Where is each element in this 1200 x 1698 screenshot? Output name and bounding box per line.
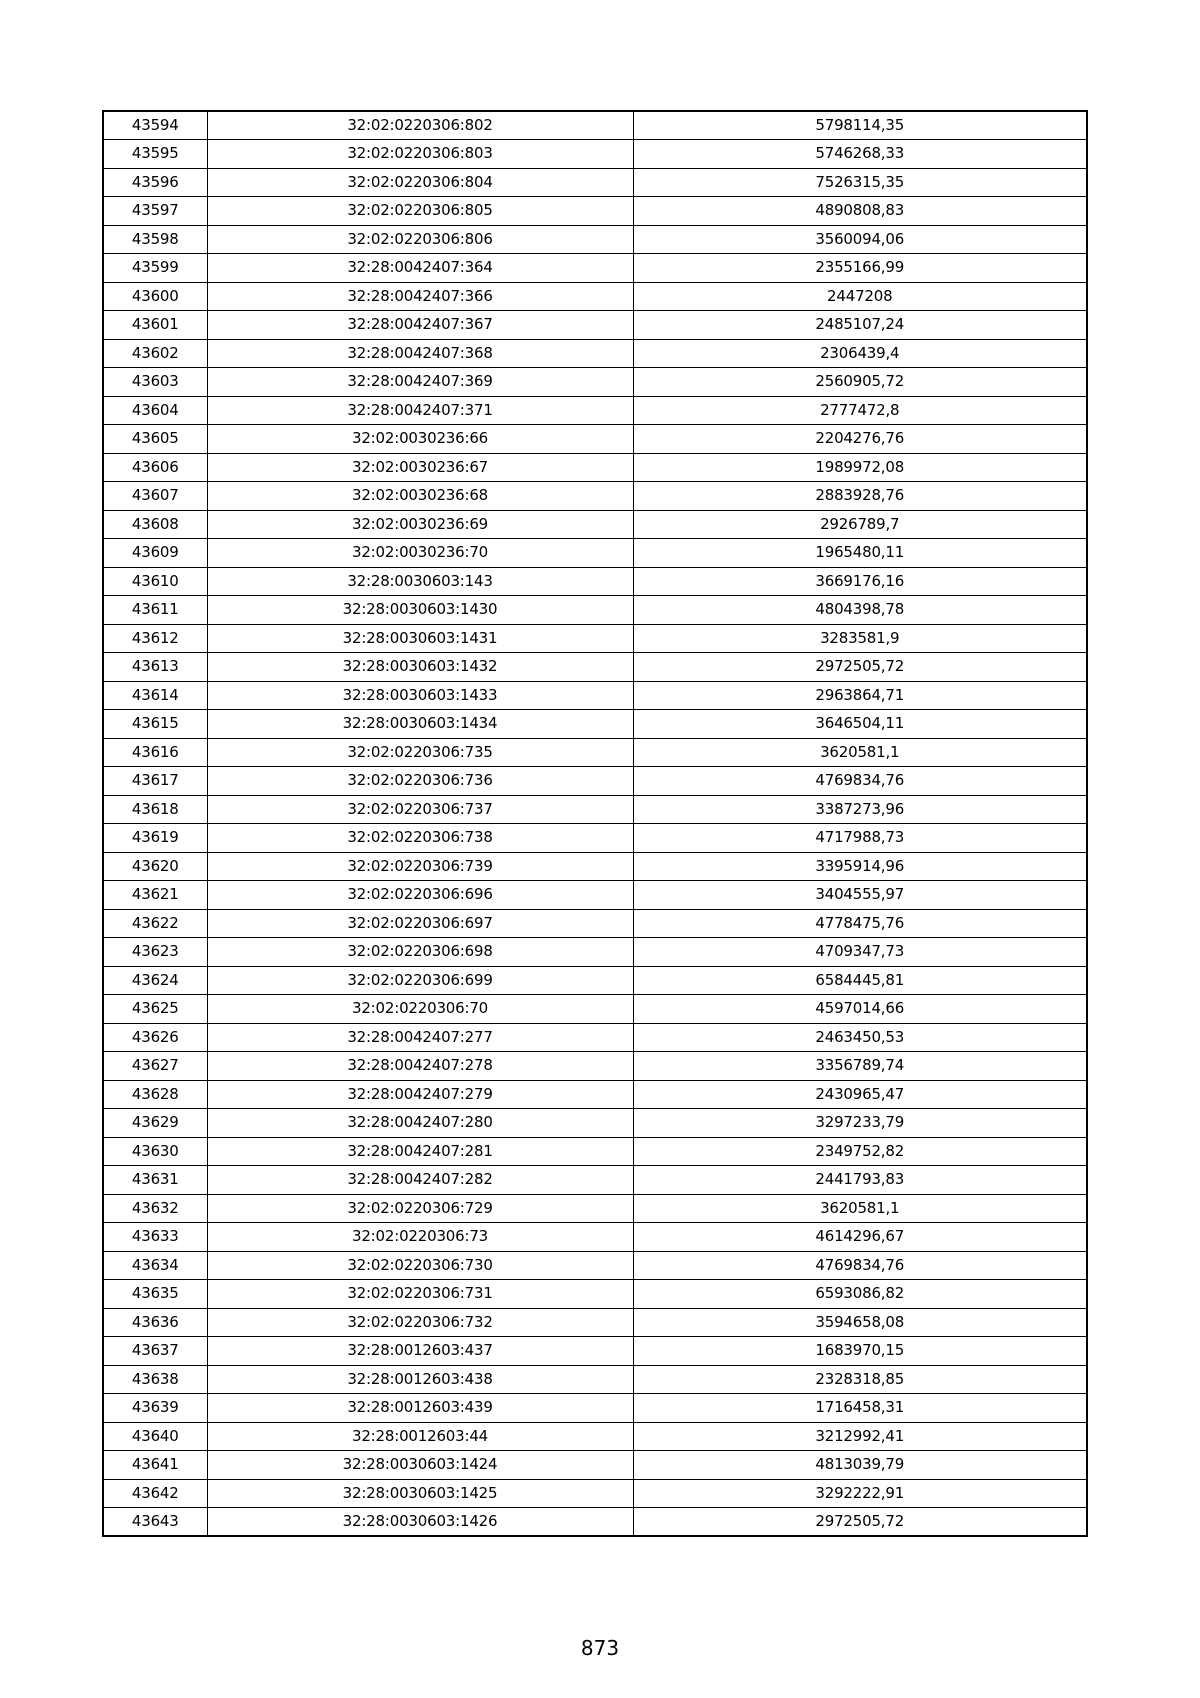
table-row (103, 795, 1087, 824)
row-number-cell: 43602 (103, 339, 207, 368)
table-row (103, 653, 1087, 682)
table-row (103, 1422, 1087, 1451)
row-number-cell: 43601 (103, 311, 207, 340)
cadastral-value-cell: 4614296,67 (633, 1223, 1087, 1252)
cadastral-number-cell: 32:28:0030603:1430 (207, 596, 633, 625)
table-row (103, 881, 1087, 910)
cadastral-number-cell: 32:28:0030603:1431 (207, 624, 633, 653)
table-row (103, 852, 1087, 881)
cadastral-number-cell: 32:28:0012603:44 (207, 1422, 633, 1451)
table-row (103, 1052, 1087, 1081)
row-number-cell: 43642 (103, 1479, 207, 1508)
table-row (103, 311, 1087, 340)
cadastral-value-cell: 3283581,9 (633, 624, 1087, 653)
row-number-cell: 43596 (103, 168, 207, 197)
table-row (103, 681, 1087, 710)
row-number-cell: 43599 (103, 254, 207, 283)
table-row (103, 1451, 1087, 1480)
row-number-cell: 43630 (103, 1137, 207, 1166)
cadastral-number-cell: 32:28:0030603:1432 (207, 653, 633, 682)
cadastral-value-cell: 4597014,66 (633, 995, 1087, 1024)
table-row (103, 168, 1087, 197)
cadastral-value-cell: 2485107,24 (633, 311, 1087, 340)
cadastral-value-cell: 4709347,73 (633, 938, 1087, 967)
row-number-cell: 43621 (103, 881, 207, 910)
row-number-cell: 43638 (103, 1365, 207, 1394)
cadastral-value-cell: 2306439,4 (633, 339, 1087, 368)
cadastral-value-cell: 2447208 (633, 282, 1087, 311)
row-number-cell: 43607 (103, 482, 207, 511)
cadastral-value-table (102, 110, 1088, 1537)
cadastral-value-cell: 6584445,81 (633, 966, 1087, 995)
cadastral-number-cell: 32:02:0220306:731 (207, 1280, 633, 1309)
cadastral-number-cell: 32:02:0220306:735 (207, 738, 633, 767)
row-number-cell: 43629 (103, 1109, 207, 1138)
cadastral-number-cell: 32:02:0220306:73 (207, 1223, 633, 1252)
table-row (103, 368, 1087, 397)
cadastral-value-cell: 2777472,8 (633, 396, 1087, 425)
page-number: 873 (580, 1636, 620, 1660)
table-row (103, 1337, 1087, 1366)
row-number-cell: 43632 (103, 1194, 207, 1223)
cadastral-number-cell: 32:28:0030603:1425 (207, 1479, 633, 1508)
cadastral-value-cell: 2349752,82 (633, 1137, 1087, 1166)
cadastral-number-cell: 32:02:0220306:802 (207, 111, 633, 140)
table-row (103, 966, 1087, 995)
row-number-cell: 43627 (103, 1052, 207, 1081)
cadastral-value-cell: 3395914,96 (633, 852, 1087, 881)
row-number-cell: 43641 (103, 1451, 207, 1480)
table-row (103, 197, 1087, 226)
row-number-cell: 43614 (103, 681, 207, 710)
table-row (103, 425, 1087, 454)
cadastral-value-cell: 2972505,72 (633, 653, 1087, 682)
cadastral-value-cell: 1965480,11 (633, 539, 1087, 568)
row-number-cell: 43643 (103, 1508, 207, 1537)
table-row (103, 453, 1087, 482)
row-number-cell: 43604 (103, 396, 207, 425)
table-row (103, 482, 1087, 511)
table-row (103, 282, 1087, 311)
cadastral-number-cell: 32:02:0030236:70 (207, 539, 633, 568)
table-row (103, 824, 1087, 853)
cadastral-value-cell: 4769834,76 (633, 767, 1087, 796)
row-number-cell: 43595 (103, 140, 207, 169)
table-row (103, 995, 1087, 1024)
cadastral-value-cell: 5746268,33 (633, 140, 1087, 169)
table-row (103, 1194, 1087, 1223)
row-number-cell: 43617 (103, 767, 207, 796)
row-number-cell: 43613 (103, 653, 207, 682)
cadastral-value-cell: 4778475,76 (633, 909, 1087, 938)
cadastral-value-cell: 2355166,99 (633, 254, 1087, 283)
row-number-cell: 43608 (103, 510, 207, 539)
row-number-cell: 43622 (103, 909, 207, 938)
cadastral-number-cell: 32:02:0220306:730 (207, 1251, 633, 1280)
table-row (103, 111, 1087, 140)
cadastral-number-cell: 32:02:0220306:739 (207, 852, 633, 881)
cadastral-value-cell: 3669176,16 (633, 567, 1087, 596)
row-number-cell: 43600 (103, 282, 207, 311)
cadastral-number-cell: 32:02:0220306:738 (207, 824, 633, 853)
cadastral-value-cell: 6593086,82 (633, 1280, 1087, 1309)
row-number-cell: 43605 (103, 425, 207, 454)
cadastral-number-cell: 32:28:0030603:1424 (207, 1451, 633, 1480)
cadastral-number-cell: 32:28:0042407:367 (207, 311, 633, 340)
table-row (103, 1023, 1087, 1052)
cadastral-number-cell: 32:28:0042407:278 (207, 1052, 633, 1081)
table-row (103, 1137, 1087, 1166)
table-row (103, 1223, 1087, 1252)
cadastral-value-cell: 2204276,76 (633, 425, 1087, 454)
cadastral-value-cell: 3292222,91 (633, 1479, 1087, 1508)
cadastral-value-cell: 3594658,08 (633, 1308, 1087, 1337)
cadastral-number-cell: 32:28:0042407:364 (207, 254, 633, 283)
table-row (103, 1479, 1087, 1508)
table-row (103, 1308, 1087, 1337)
cadastral-value-cell: 5798114,35 (633, 111, 1087, 140)
table-row (103, 225, 1087, 254)
table-row (103, 1508, 1087, 1537)
row-number-cell: 43620 (103, 852, 207, 881)
table-row (103, 938, 1087, 967)
cadastral-number-cell: 32:02:0220306:697 (207, 909, 633, 938)
cadastral-number-cell: 32:02:0220306:736 (207, 767, 633, 796)
cadastral-number-cell: 32:02:0220306:805 (207, 197, 633, 226)
table-row (103, 339, 1087, 368)
cadastral-number-cell: 32:28:0042407:281 (207, 1137, 633, 1166)
cadastral-number-cell: 32:28:0030603:143 (207, 567, 633, 596)
cadastral-number-cell: 32:02:0030236:67 (207, 453, 633, 482)
cadastral-number-cell: 32:02:0220306:729 (207, 1194, 633, 1223)
row-number-cell: 43633 (103, 1223, 207, 1252)
row-number-cell: 43635 (103, 1280, 207, 1309)
cadastral-number-cell: 32:02:0220306:70 (207, 995, 633, 1024)
row-number-cell: 43611 (103, 596, 207, 625)
cadastral-number-cell: 32:02:0220306:699 (207, 966, 633, 995)
row-number-cell: 43598 (103, 225, 207, 254)
cadastral-value-cell: 7526315,35 (633, 168, 1087, 197)
cadastral-number-cell: 32:28:0030603:1426 (207, 1508, 633, 1537)
cadastral-value-cell: 2926789,7 (633, 510, 1087, 539)
cadastral-number-cell: 32:28:0042407:369 (207, 368, 633, 397)
table-row (103, 567, 1087, 596)
row-number-cell: 43625 (103, 995, 207, 1024)
cadastral-number-cell: 32:02:0220306:696 (207, 881, 633, 910)
cadastral-number-cell: 32:28:0042407:371 (207, 396, 633, 425)
row-number-cell: 43619 (103, 824, 207, 853)
cadastral-value-cell: 2430965,47 (633, 1080, 1087, 1109)
row-number-cell: 43594 (103, 111, 207, 140)
cadastral-value-cell: 3356789,74 (633, 1052, 1087, 1081)
cadastral-value-cell: 3404555,97 (633, 881, 1087, 910)
cadastral-value-cell: 4813039,79 (633, 1451, 1087, 1480)
cadastral-value-cell: 1989972,08 (633, 453, 1087, 482)
cadastral-number-cell: 32:28:0030603:1433 (207, 681, 633, 710)
row-number-cell: 43640 (103, 1422, 207, 1451)
table-row (103, 710, 1087, 739)
table-row (103, 539, 1087, 568)
table-row (103, 1080, 1087, 1109)
cadastral-value-cell: 2972505,72 (633, 1508, 1087, 1537)
cadastral-number-cell: 32:28:0012603:439 (207, 1394, 633, 1423)
cadastral-number-cell: 32:28:0042407:279 (207, 1080, 633, 1109)
cadastral-number-cell: 32:28:0042407:282 (207, 1166, 633, 1195)
table-row (103, 738, 1087, 767)
cadastral-value-cell: 4717988,73 (633, 824, 1087, 853)
row-number-cell: 43634 (103, 1251, 207, 1280)
row-number-cell: 43639 (103, 1394, 207, 1423)
cadastral-number-cell: 32:02:0220306:698 (207, 938, 633, 967)
table-row (103, 767, 1087, 796)
table-row (103, 396, 1087, 425)
cadastral-value-cell: 4769834,76 (633, 1251, 1087, 1280)
cadastral-value-cell: 2463450,53 (633, 1023, 1087, 1052)
row-number-cell: 43616 (103, 738, 207, 767)
row-number-cell: 43615 (103, 710, 207, 739)
row-number-cell: 43618 (103, 795, 207, 824)
row-number-cell: 43603 (103, 368, 207, 397)
row-number-cell: 43597 (103, 197, 207, 226)
cadastral-number-cell: 32:28:0012603:438 (207, 1365, 633, 1394)
table-row (103, 1365, 1087, 1394)
table-row (103, 624, 1087, 653)
cadastral-value-cell: 3646504,11 (633, 710, 1087, 739)
cadastral-value-cell: 1716458,31 (633, 1394, 1087, 1423)
row-number-cell: 43612 (103, 624, 207, 653)
row-number-cell: 43637 (103, 1337, 207, 1366)
row-number-cell: 43610 (103, 567, 207, 596)
cadastral-number-cell: 32:02:0220306:737 (207, 795, 633, 824)
cadastral-value-cell: 3560094,06 (633, 225, 1087, 254)
table-row (103, 1166, 1087, 1195)
table-row (103, 254, 1087, 283)
row-number-cell: 43624 (103, 966, 207, 995)
row-number-cell: 43636 (103, 1308, 207, 1337)
table-row (103, 140, 1087, 169)
table-row (103, 510, 1087, 539)
cadastral-number-cell: 32:02:0220306:732 (207, 1308, 633, 1337)
table-row (103, 1280, 1087, 1309)
cadastral-value-cell: 2560905,72 (633, 368, 1087, 397)
cadastral-value-cell: 2883928,76 (633, 482, 1087, 511)
row-number-cell: 43609 (103, 539, 207, 568)
row-number-cell: 43626 (103, 1023, 207, 1052)
table-row (103, 596, 1087, 625)
cadastral-value-cell: 3620581,1 (633, 1194, 1087, 1223)
table-row (103, 1251, 1087, 1280)
cadastral-value-cell: 2963864,71 (633, 681, 1087, 710)
table-row (103, 1109, 1087, 1138)
cadastral-number-cell: 32:02:0030236:68 (207, 482, 633, 511)
cadastral-number-cell: 32:28:0042407:280 (207, 1109, 633, 1138)
row-number-cell: 43623 (103, 938, 207, 967)
cadastral-number-cell: 32:28:0030603:1434 (207, 710, 633, 739)
cadastral-value-cell: 3212992,41 (633, 1422, 1087, 1451)
cadastral-value-cell: 4890808,83 (633, 197, 1087, 226)
cadastral-number-cell: 32:28:0012603:437 (207, 1337, 633, 1366)
table-body (103, 111, 1087, 1536)
cadastral-value-cell: 2328318,85 (633, 1365, 1087, 1394)
cadastral-number-cell: 32:28:0042407:368 (207, 339, 633, 368)
cadastral-number-cell: 32:02:0220306:806 (207, 225, 633, 254)
cadastral-value-cell: 4804398,78 (633, 596, 1087, 625)
row-number-cell: 43628 (103, 1080, 207, 1109)
table-row (103, 909, 1087, 938)
row-number-cell: 43606 (103, 453, 207, 482)
cadastral-number-cell: 32:02:0220306:803 (207, 140, 633, 169)
cadastral-number-cell: 32:28:0042407:366 (207, 282, 633, 311)
cadastral-number-cell: 32:28:0042407:277 (207, 1023, 633, 1052)
cadastral-value-cell: 1683970,15 (633, 1337, 1087, 1366)
cadastral-number-cell: 32:02:0030236:66 (207, 425, 633, 454)
cadastral-value-cell: 2441793,83 (633, 1166, 1087, 1195)
cadastral-number-cell: 32:02:0030236:69 (207, 510, 633, 539)
table-row (103, 1394, 1087, 1423)
cadastral-value-cell: 3620581,1 (633, 738, 1087, 767)
row-number-cell: 43631 (103, 1166, 207, 1195)
cadastral-number-cell: 32:02:0220306:804 (207, 168, 633, 197)
cadastral-value-cell: 3387273,96 (633, 795, 1087, 824)
cadastral-value-cell: 3297233,79 (633, 1109, 1087, 1138)
